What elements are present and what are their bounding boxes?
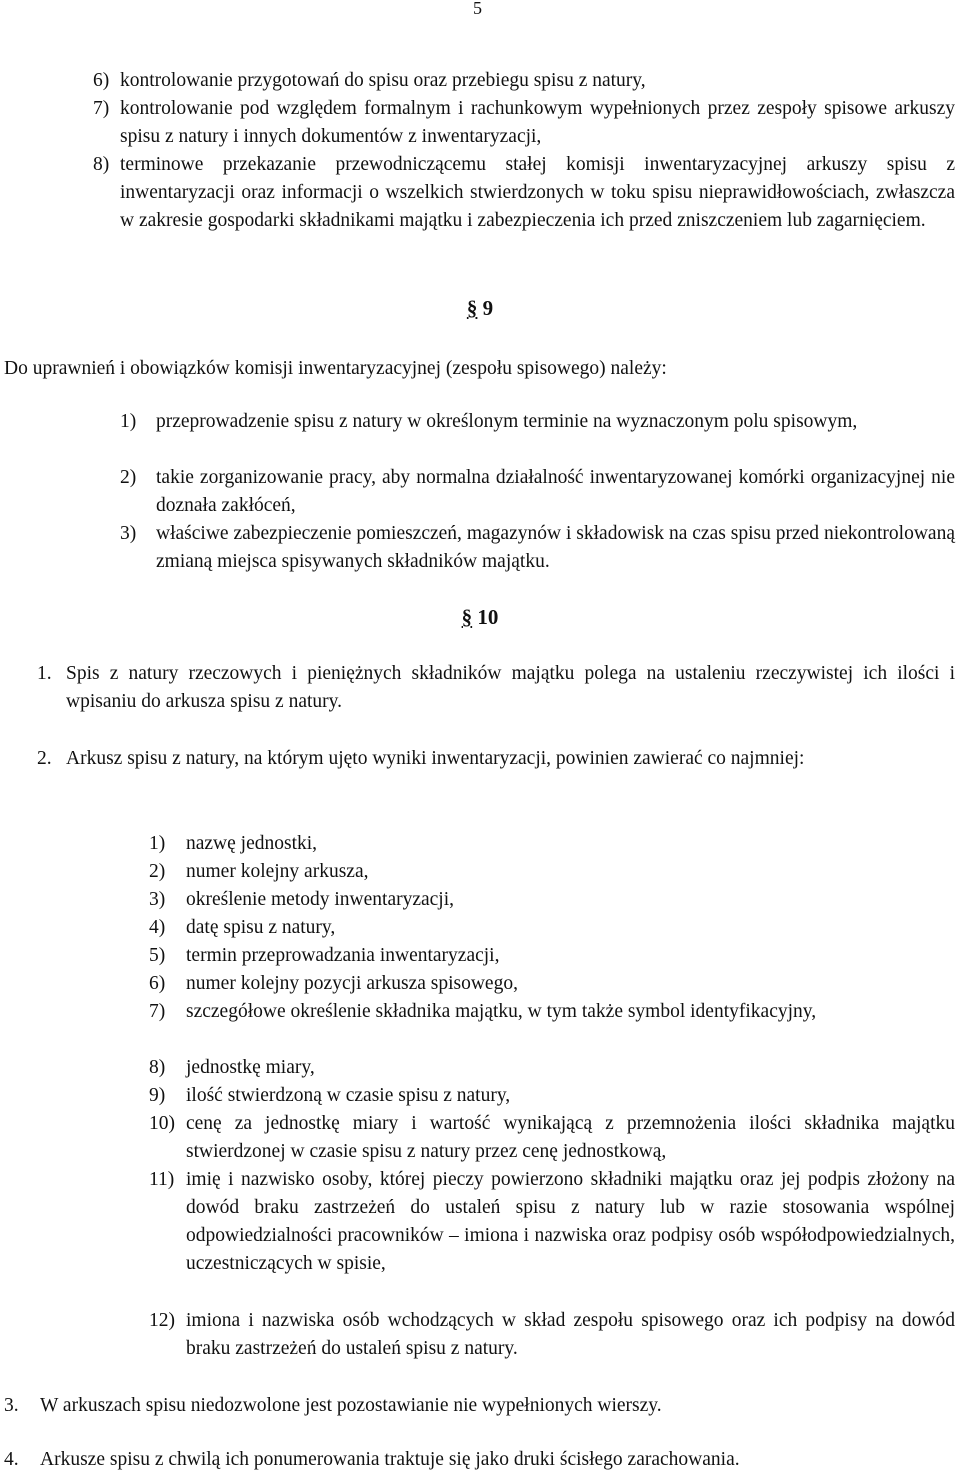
list-item: 9) ilość stwierdzoną w czasie spisu z natury, bbox=[149, 1085, 511, 1106]
list-item: 7) kontrolowanie pod względem formalnym i rachunkowym wypełnionych przez zespoły spisowe arkuszy spisu z natury i innych dokumentów z inwentaryzacji, bbox=[93, 98, 955, 147]
list-item: 10) cenę za jednostkę miary i wartość wynikającą z przemnożenia ilości składnika majątku stwierdzonej w czasie spisu z natury przez cenę jednostkową, bbox=[149, 1113, 955, 1162]
numbered-paragraph: 4. Arkusze spisu z chwilą ich ponumerowania traktuje się jako druki ścisłego zarachowania. bbox=[4, 1449, 740, 1470]
list-item: 6) numer kolejny pozycji arkusza spisowego, bbox=[149, 973, 518, 994]
section-number: 10 bbox=[477, 605, 499, 629]
list-item: 6) kontrolowanie przygotowań do spisu oraz przebiegu spisu z natury, bbox=[93, 70, 646, 91]
list-item: 1) przeprowadzenie spisu z natury w określonym terminie na wyznaczonym polu spisowym, bbox=[120, 411, 858, 432]
list-item: 3) właściwe zabezpieczenie pomieszczeń, magazynów i składowisk na czas spisu przed niekontrolowaną zmianą miejsca spisywanych składników majątku. bbox=[120, 523, 955, 572]
list-item: 5) termin przeprowadzania inwentaryzacji, bbox=[149, 945, 500, 966]
section-symbol: § bbox=[466, 296, 478, 320]
list-item: 8) jednostkę miary, bbox=[149, 1057, 315, 1078]
list-item: 2) numer kolejny arkusza, bbox=[149, 861, 369, 882]
numbered-paragraph: 1. Spis z natury rzeczowych i pieniężnych składników majątku polega na ustaleniu rzeczywistej ich ilości i wpisaniu do arkusza spisu z natury. bbox=[37, 663, 955, 712]
numbered-paragraph: 3. W arkuszach spisu niedozwolone jest pozostawianie nie wypełnionych wierszy. bbox=[4, 1395, 662, 1416]
page-number: 5 bbox=[473, 0, 482, 18]
section-heading bbox=[0, 603, 960, 631]
list-item: 1) nazwę jednostki, bbox=[149, 833, 318, 854]
list-item: 3) określenie metody inwentaryzacji, bbox=[149, 889, 455, 910]
section-number: 9 bbox=[482, 296, 494, 320]
list-item: 2) takie zorganizowanie pracy, aby normalna działalność inwentaryzowanej komórki organizacyjnej nie doznała zakłóceń, bbox=[120, 467, 955, 516]
list-item: 12) imiona i nazwiska osób wchodzących w skład zespołu spisowego oraz ich podpisy na dowód braku zastrzeżeń do ustaleń spisu z natury. bbox=[149, 1310, 955, 1359]
section-heading bbox=[0, 294, 960, 322]
numbered-paragraph: 2. Arkusz spisu z natury, na którym ujęto wyniki inwentaryzacji, powinien zawierać co najmniej: bbox=[37, 748, 805, 769]
list-item: 8) terminowe przekazanie przewodniczącemu stałej komisji inwentaryzacyjnej arkuszy spisu z inwentaryzacji oraz informacji o wszelkich stwierdzonych w toku spisu nieprawidłowościach, zwłaszcza w zakresie gospodarki składnikami majątku i zabezpieczenia ich przed zniszczeniem lub zagarnięciem. bbox=[93, 154, 955, 231]
section-symbol: § bbox=[461, 605, 473, 629]
list-item: 7) szczegółowe określenie składnika majątku, w tym także symbol identyfikacyjny, bbox=[149, 1001, 817, 1022]
paragraph: Do uprawnień i obowiązków komisji inwentaryzacyjnej (zespołu spisowego) należy: bbox=[4, 358, 667, 379]
list-item: 11) imię i nazwisko osoby, której pieczy powierzono składniki majątku oraz jej podpis złożony na dowód braku zastrzeżeń do ustaleń spisu z natury lub w razie stosowania wspólnej odpowiedzialności pracowników – imiona i nazwiska oraz podpisy osób współodpowiedzialnych, uczestniczących w spisie, bbox=[149, 1169, 955, 1274]
list-item: 4) datę spisu z natury, bbox=[149, 917, 336, 938]
